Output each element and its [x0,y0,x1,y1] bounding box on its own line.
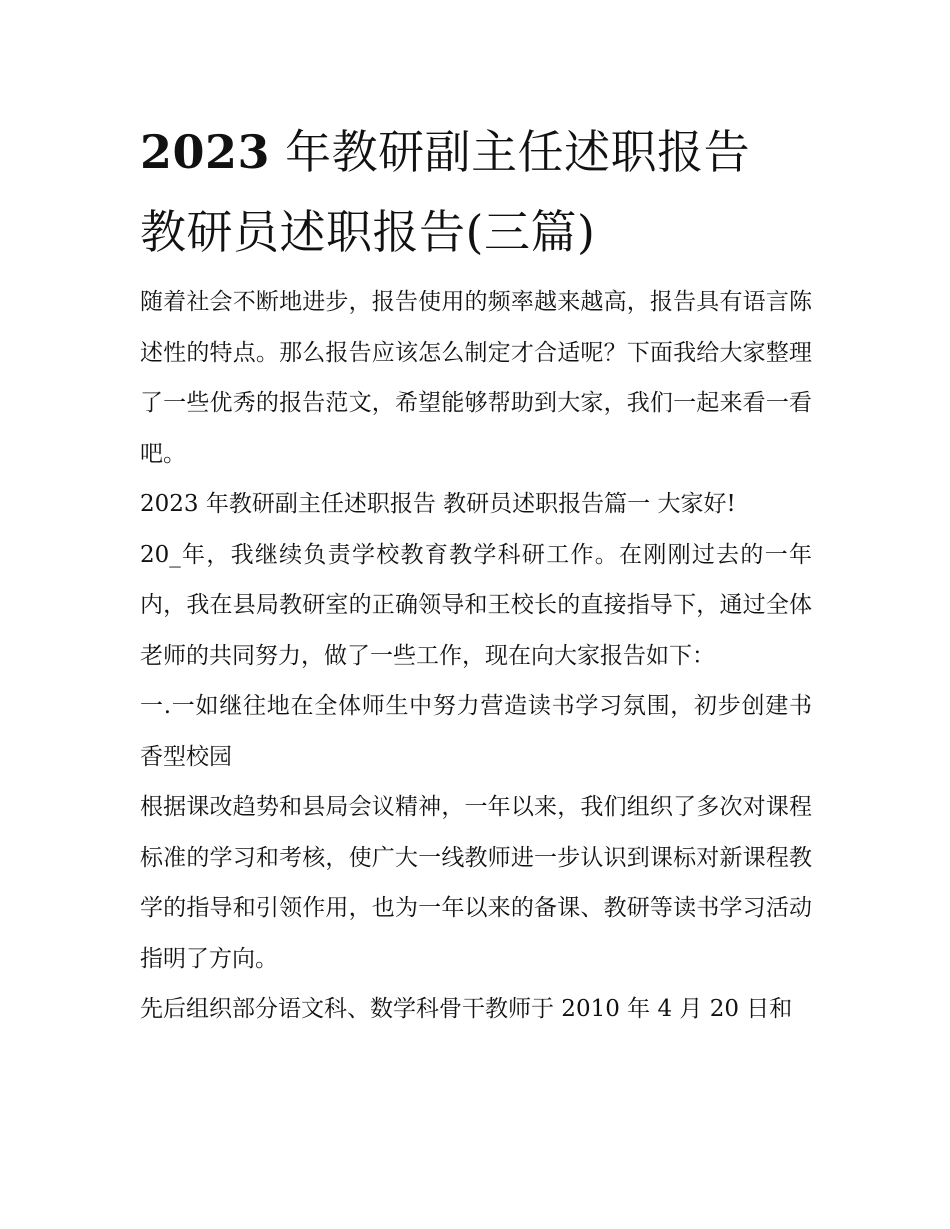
paragraph-section-one: 一.一如继往地在全体师生中努力营造读书学习氛围，初步创建书香型校园 [140,693,812,770]
paragraph-activities: 先后组织部分语文科、数学科骨干教师于 2010 年 4 月 20 日和 [140,996,793,1022]
title-year: 2023 [140,125,271,179]
paragraph-heading: 2023 年教研副主任述职报告 教研员述职报告篇一 大家好! [140,491,736,517]
document-body [140,277,812,1035]
paragraph-curriculum: 根据课改趋势和县局会议精神，一年以来，我们组织了多次对课程标准的学习和考核，使广大一线教师进一步认识到课标对新课程教学的指导和引领作用，也为一年以来的备课、教研等读书学习活动指明了方向。 [140,794,812,972]
title-line-2: 教研员述职报告(三篇) [140,205,596,259]
title-line-1 [140,112,820,192]
title-text: 年教研副主任述职报告 [285,125,751,179]
paragraph-opening: 20_年，我继续负责学校教育教学科研工作。在刚刚过去的一年内，我在县局教研室的正确领导和王校长的直接指导下，通过全体老师的共同努力，做了一些工作，现在向大家报告如下： [140,541,812,669]
paragraph-intro: 随着社会不断地进步，报告使用的频率越来越高，报告具有语言陈述性的特点。那么报告应该怎么制定才合适呢？下面我给大家整理了一些优秀的报告范文，希望能够帮助到大家，我们一起来看一看吧。 [140,289,812,467]
document-title [140,112,820,272]
